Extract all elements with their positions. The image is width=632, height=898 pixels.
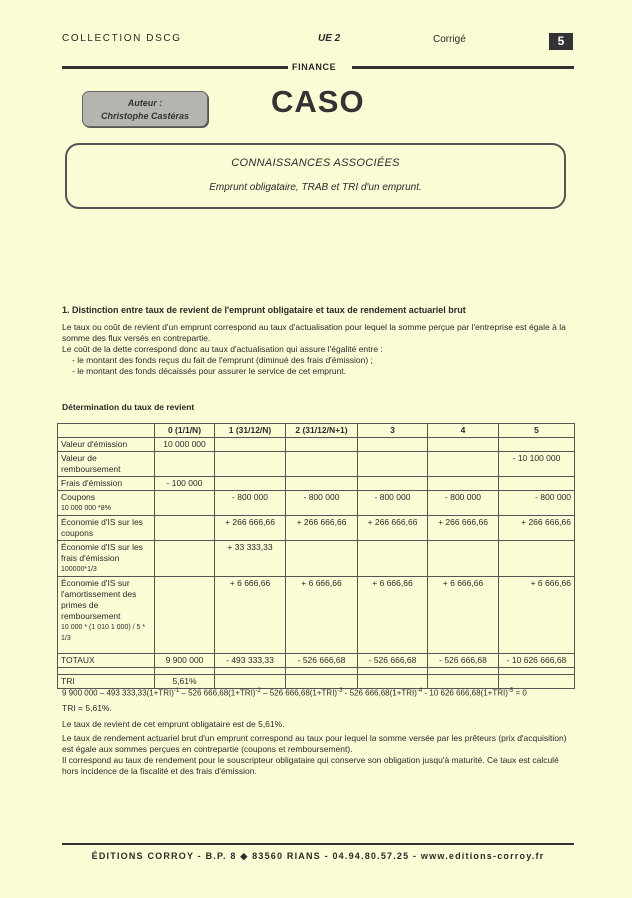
table-cell: - 100 000 [155, 477, 215, 491]
row-label-text: Économie d'IS sur les frais d'émission [61, 542, 143, 563]
bullet-item: - le montant des fonds décaissés pour assurer le service de cet emprunt. [72, 366, 347, 376]
row-label-text: Économie d'IS sur l'amortissement des primes de remboursement [61, 578, 137, 621]
table-cell: + 266 666,66 [499, 516, 575, 541]
table-header-cell: 4 [428, 424, 499, 438]
collection-label: COLLECTION DSCG [62, 33, 182, 44]
knowledge-title: CONNAISSANCES ASSOCIÉES [231, 157, 400, 169]
table-cell: + 6 666,66 [428, 577, 499, 654]
header-rule-right [352, 66, 574, 69]
table-cell: - 800 000 [215, 491, 286, 516]
knowledge-box [65, 143, 566, 209]
table-cell [428, 675, 499, 689]
table-cell: - 526 666,68 [358, 654, 428, 668]
row-label-note: 10 000 * (1 010 1 000) / 5 * 1/3 [61, 624, 146, 642]
knowledge-subtitle: Emprunt obligataire, TRAB et TRI d'un emprunt. [209, 182, 422, 193]
row-label-note: 10 000 000 *8% [61, 505, 111, 512]
bullet-item: - le montant des fonds reçus du fait de l'emprunt (diminué des frais d'émission) ; [72, 355, 373, 365]
table-header-cell: 3 [358, 424, 428, 438]
table-cell [428, 541, 499, 577]
table-cell: - 493 333,33 [215, 654, 286, 668]
publisher-footer: ÉDITIONS CORROY - B.P. 8 ◆ 83560 RIANS - 04.94.80.57.25 - www.editions-corroy.fr [91, 851, 545, 861]
table-cell [499, 477, 575, 491]
table-row [58, 577, 575, 654]
table-header-cell: 5 [499, 424, 575, 438]
table-cell [428, 477, 499, 491]
table-cell: - 526 666,68 [286, 654, 358, 668]
case-title: CASO [271, 84, 365, 119]
table-spacer-row [58, 668, 575, 675]
table-cell [428, 452, 499, 477]
table-cell [215, 438, 286, 452]
table-row [58, 452, 575, 477]
author-label: Auteur : [127, 98, 163, 108]
table-row [58, 516, 575, 541]
table-cell: + 6 666,66 [499, 577, 575, 654]
row-label [58, 577, 155, 654]
row-label-text: Coupons [61, 492, 96, 502]
table-row-tri [58, 675, 575, 689]
corrige-label: Corrigé [433, 34, 466, 45]
table-cell: + 6 666,66 [286, 577, 358, 654]
table-row [58, 541, 575, 577]
footer-rule [62, 843, 574, 845]
row-label: Frais d'émission [58, 477, 155, 491]
table-header-row [58, 424, 575, 438]
table-cell [155, 452, 215, 477]
table-cell: + 266 666,66 [286, 516, 358, 541]
table-cell: 5,61% [155, 675, 215, 689]
table-cell [215, 675, 286, 689]
table-cell: - 800 000 [286, 491, 358, 516]
tri-result: TRI = 5,61%. [62, 703, 112, 713]
table-cell: - 526 666,68 [428, 654, 499, 668]
ue-label: UE 2 [318, 33, 341, 44]
author-name: Christophe Castéras [100, 111, 190, 121]
row-label: Valeur d'émission [58, 438, 155, 452]
table-cell: 10 000 000 [155, 438, 215, 452]
table-cell [499, 438, 575, 452]
table-cell [155, 491, 215, 516]
table-cell [155, 516, 215, 541]
paragraph: Le coût de la dette correspond donc au taux d'actualisation qui assure l'égalité entre : [62, 344, 383, 354]
table-cell [155, 541, 215, 577]
table-cell: + 266 666,66 [358, 516, 428, 541]
table-cell: + 6 666,66 [358, 577, 428, 654]
table-cell: - 800 000 [358, 491, 428, 516]
row-label [58, 491, 155, 516]
table-cell [286, 541, 358, 577]
row-label: TRI [58, 675, 155, 689]
subsection-title: Détermination du taux de revient [62, 402, 195, 412]
table-cell [286, 477, 358, 491]
row-label: Valeur de remboursement [58, 452, 155, 477]
table-row [58, 438, 575, 452]
author-box [82, 91, 208, 127]
table-row [58, 491, 575, 516]
table-header-cell: 2 (31/12/N+1) [286, 424, 358, 438]
table-cell [286, 675, 358, 689]
chapter-number-badge: 5 [549, 33, 573, 50]
table-cell [286, 438, 358, 452]
table-cell [155, 577, 215, 654]
table-header-cell: 0 (1/1/N) [155, 424, 215, 438]
table-cell: - 800 000 [428, 491, 499, 516]
cost-table [57, 423, 575, 689]
table-header-cell: 1 (31/12/N) [215, 424, 286, 438]
table-row [58, 477, 575, 491]
table-cell [358, 477, 428, 491]
table-cell [286, 452, 358, 477]
paragraph: Il correspond au taux de rendement pour le souscripteur obligataire qui conserve son obligation jusqu'à maturité. Ce taux est calculé hors incidence de la fiscalité et des frais d'émission. [62, 755, 559, 776]
paragraph: Le taux de revient de cet emprunt obligataire est de 5,61%. [62, 719, 285, 729]
paragraph: Le taux de rendement actuariel brut d'un emprunt correspond au taux pour lequel la somme versée par les prêteurs (prix d'acquisition) est égale aux sommes perçues en contrepartie (coupons et remboursement). [62, 733, 567, 754]
table-cell [215, 452, 286, 477]
table-cell: - 10 626 666,68 [499, 654, 575, 668]
table-cell [358, 675, 428, 689]
table-cell [358, 438, 428, 452]
row-label [58, 541, 155, 577]
table-cell: 9 900 000 [155, 654, 215, 668]
table-cell: - 800 000 [499, 491, 575, 516]
table-cell [428, 438, 499, 452]
section-title: 1. Distinction entre taux de revient de l'emprunt obligataire et taux de rendement actuariel brut [62, 305, 466, 315]
row-label-note: 100000*1/3 [61, 566, 97, 573]
table-cell: - 10 100 000 [499, 452, 575, 477]
tri-equation: 9 900 000 – 493 $333,33(1+TRI)^{-1} - 526$ $666,68(1+TRI)^{-2} - 526$ $666,68(1+TRI)^{-3} - 526$ $666,68(1+TRI)^{-4} - 10$ 626 $666,68(1+TRI)^{-5} = 0$ [62, 688, 527, 698]
paragraph: Le taux ou coût de revient d'un emprunt correspond au taux d'actualisation pour lequel la somme perçue par l'entreprise est égale à la somme des flux versés en contrepartie. [62, 322, 566, 343]
subject-label: FINANCE [292, 62, 337, 72]
table-cell: + 6 666,66 [215, 577, 286, 654]
table-cell: + 266 666,66 [215, 516, 286, 541]
row-label: Économie d'IS sur les coupons [58, 516, 155, 541]
table-cell [499, 675, 575, 689]
row-label: TOTAUX [58, 654, 155, 668]
table-row-totals [58, 654, 575, 668]
table-cell [358, 452, 428, 477]
table-cell [358, 541, 428, 577]
header-rule-left [62, 66, 288, 69]
table-cell: + 266 666,66 [428, 516, 499, 541]
table-cell [215, 477, 286, 491]
table-header-cell [58, 424, 155, 438]
table-cell [499, 541, 575, 577]
table-cell: + 33 333,33 [215, 541, 286, 577]
